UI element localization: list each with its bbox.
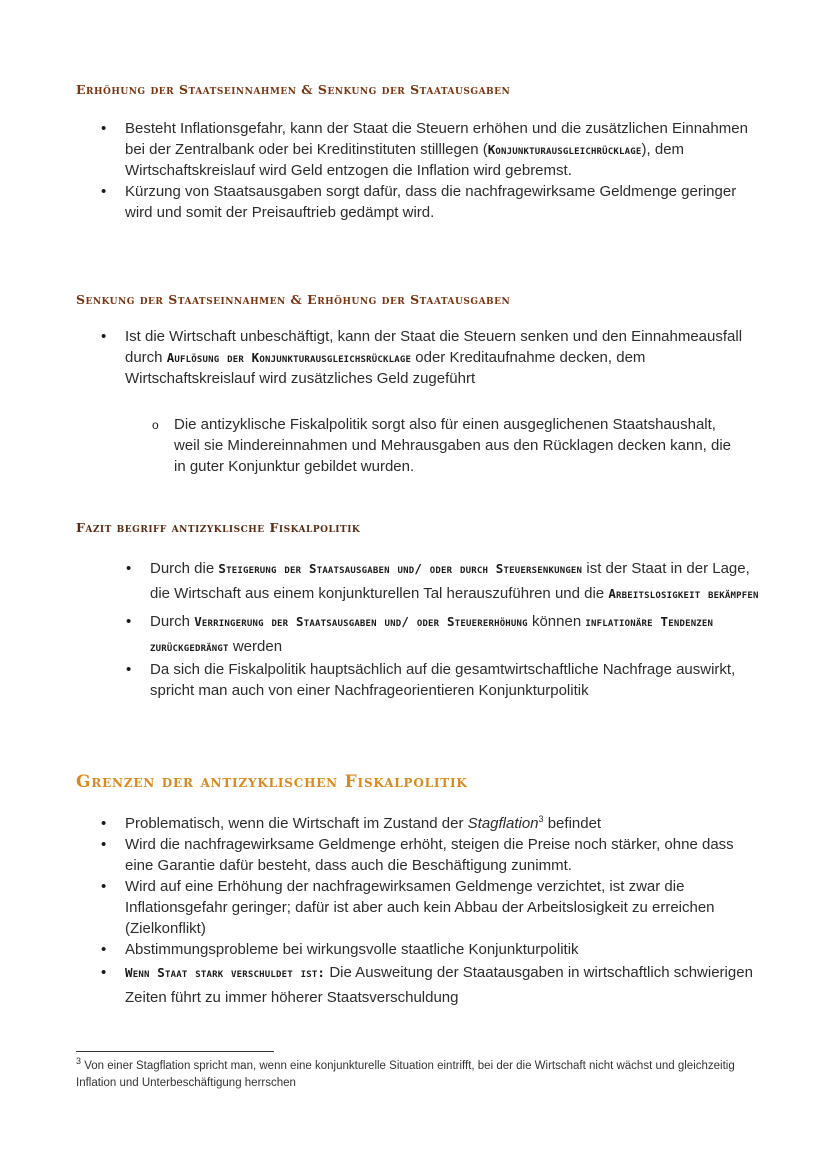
footnote-divider bbox=[76, 1051, 274, 1052]
list-item: • Durch die Steigerung der Staatsausgaben und/ oder durch Steuersenkungen ist der Staat in der Lage, die Wirtschaft aus einem konjunkturellen Tal herauszuführen und die Arbeitslosigkeit bekämpfen bbox=[150, 556, 760, 606]
list-item: • Wenn Staat stark verschuldet ist: Die Ausweitung der Staatausgaben in wirtschaftlich schwierigen Zeiten führt zu immer höherer Staatsverschuldung bbox=[125, 960, 755, 1010]
footnote-marker: 3 bbox=[76, 1056, 82, 1067]
term-arbeitslosigkeit: Arbeitslosigkeit bekämpfen bbox=[608, 586, 759, 601]
section-heading-grenzen: Grenzen der antizyklischen Fiskalpolitik bbox=[76, 772, 468, 792]
section-heading-staatseinnahmen-senkung: Senkung der Staatseinnahmen & Erhöhung der Staatausgaben bbox=[76, 292, 511, 307]
term-inflationaere-tendenzen: inflationäre Tendenzen zurückgedrängt bbox=[150, 614, 714, 654]
term-verringerung-staatsausgaben: Verringerung der Staatsausgaben und/ oder Steuererhöhung bbox=[194, 614, 528, 629]
list-item: • Kürzung von Staatsausgaben sorgt dafür, dass die nachfragewirksame Geldmenge geringer wird und somit der Preisauftrieb gedämpt wird. bbox=[125, 181, 755, 223]
list-item: • Problematisch, wenn die Wirtschaft im Zustand der Stagflation$^3$ befindet bbox=[125, 813, 755, 834]
section2-list bbox=[125, 326, 755, 389]
list-item: • Besteht Inflationsgefahr, kann der Staat die Steuern erhöhen und die zusätzlichen Einnahmen bei der Zentralbank oder bei Kreditinstituten stilllegen (Konjunkturausgleichrücklage), dem Wirtschaftskreislauf wird Geld entzogen die Inflation wird gebremst. bbox=[125, 118, 755, 181]
list-item: • Da sich die Fiskalpolitik hauptsächlich auf die gesamtwirtschaftliche Nachfrage auswirkt, spricht man auch von einer Nachfrageorientieren Konjunkturpolitik bbox=[150, 659, 760, 701]
section-heading-staatseinnahmen-erhoehung: Erhöhung der Staatseinnahmen & Senkung der Staatausgaben bbox=[76, 82, 511, 97]
section2-sublist bbox=[174, 414, 734, 477]
list-item: • Abstimmungsprobleme bei wirkungsvolle staatliche Konjunkturpolitik bbox=[125, 939, 755, 960]
term-konjunkturausgleichruecklage: Konjunkturausgleichrücklage bbox=[487, 142, 642, 157]
section3-list bbox=[150, 556, 760, 701]
term-staat-verschuldet: Wenn Staat stark verschuldet ist: bbox=[125, 965, 326, 980]
term-aufloesung-ruecklage: Auflösung der Konjunkturausgleichsrücklage bbox=[166, 350, 412, 365]
section4-list bbox=[125, 813, 755, 1010]
list-item: • Wird die nachfragewirksame Geldmenge erhöht, steigen die Preise noch stärker, ohne dass eine Garantie dafür besteht, dass auch die Beschäftigung zunimmt. bbox=[125, 834, 755, 876]
list-item: • Wird auf eine Erhöhung der nachfragewirksamen Geldmenge verzichtet, ist zwar die Inflationsgefahr geringer; dafür ist aber auch kein Abbau der Arbeitslosigkeit zu erreichen (Zielkonflikt) bbox=[125, 876, 755, 939]
footnote-text: Von einer Stagflation spricht man, wenn eine konjunkturelle Situation eintrifft, bei der die Wirtschaft nicht wächst und gleichzeitig Inflation und Unterbeschäftigung herrschen bbox=[76, 1060, 735, 1089]
footnote-reference[interactable]: 3 bbox=[538, 814, 544, 824]
sub-list-item: o Die antizyklische Fiskalpolitik sorgt also für einen ausgeglichenen Staatshaushalt, weil sie Mindereinnahmen und Mehrausgaben aus den Rücklagen decken kann, die in guter Konjunktur gebildet wurden. bbox=[174, 414, 734, 477]
footnote bbox=[76, 1058, 756, 1092]
term-stagflation: Stagflation bbox=[467, 815, 539, 832]
list-item: • Ist die Wirtschaft unbeschäftigt, kann der Staat die Steuern senken und den Einnahmeausfall durch Auflösung der Konjunkturausgleichsrücklage oder Kreditaufnahme decken, dem Wirtschaftskreislauf wird zusätzliches Geld zugeführt bbox=[125, 326, 755, 389]
list-item: • Durch Verringerung der Staatsausgaben und/ oder Steuererhöhung können inflationäre Tendenzen zurückgedrängt werden bbox=[150, 609, 760, 659]
section1-list bbox=[125, 118, 755, 223]
section-heading-fazit: Fazit begriff antizyklische Fiskalpolitik bbox=[76, 520, 361, 535]
term-steigerung-staatsausgaben: Steigerung der Staatsausgaben und/ oder durch Steuersenkungen bbox=[218, 561, 583, 576]
